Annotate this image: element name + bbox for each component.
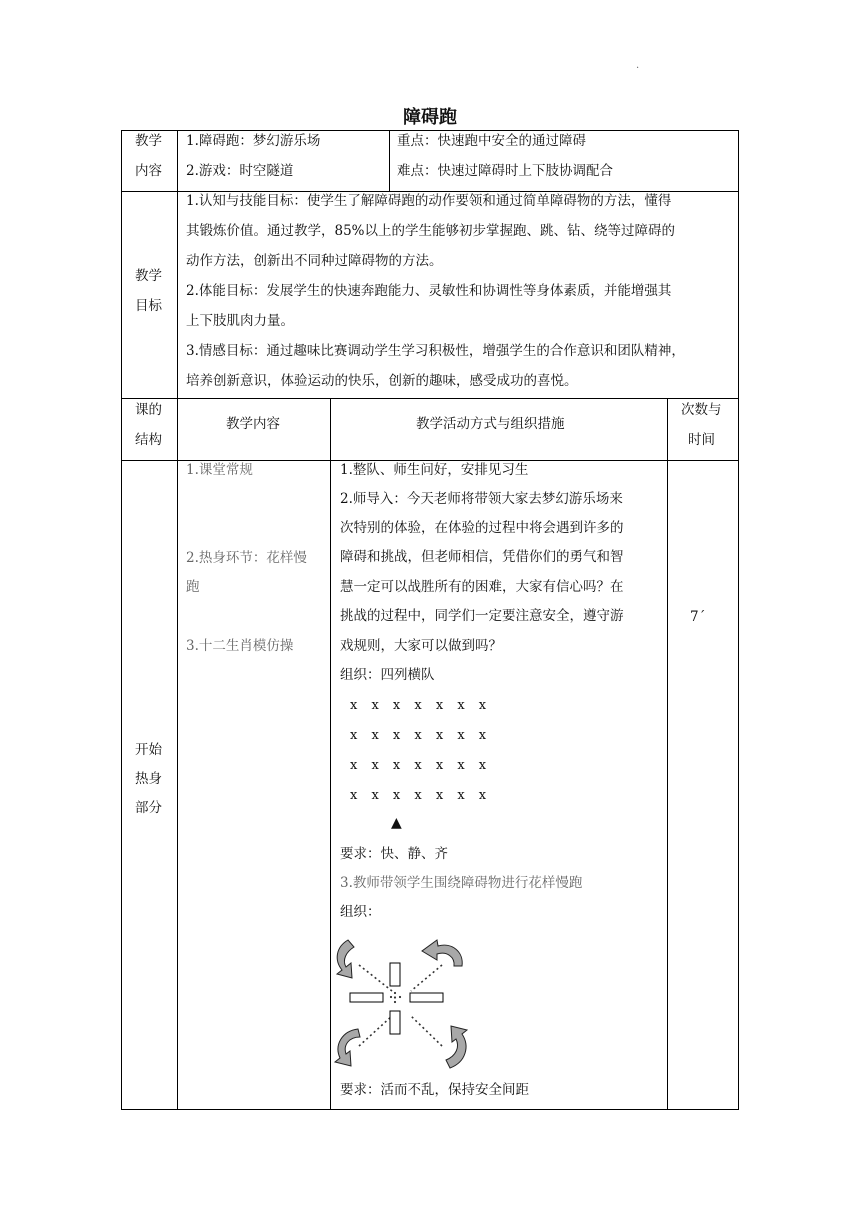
header-time-2: 时间 [688,432,715,448]
col-divider [389,130,390,191]
key-point: 重点：快速跑中安全的通过障碍 [397,133,586,149]
organization-2: 组织： [340,904,381,920]
obstacle-left-icon [350,993,383,1002]
section-label-2: 热身 [135,771,162,787]
activity-line-1: 1.整队、师生问好，安排见习生 [340,462,529,478]
obstacle-diagram [334,938,469,1076]
curved-arrow-bottom-left-icon [335,1029,360,1066]
section-label-3: 部分 [135,800,162,816]
content-label-1: 教学 [135,133,162,149]
requirement-2: 要求：活而不乱，保持安全间距 [340,1082,529,1098]
objective-line: 3.情感目标：通过趣味比赛调动学生学习积极性，增强学生的合作意识和团队精神， [186,343,685,359]
content-item-2: 2.游戏：时空隧道 [186,163,294,179]
activity-intro: 次特别的体验，在体验的过程中将会遇到许多的 [340,520,624,536]
objective-line: 动作方法，创新出不同种过障碍物的方法。 [186,253,443,269]
obstacle-right-icon [410,993,443,1002]
formation-row: x x x x x x x [350,698,492,713]
curved-arrow-bottom-right-icon [446,1026,467,1068]
section-item-1: 1.课堂常规 [186,462,253,478]
header-time-1: 次数与 [681,402,722,418]
section-label-1: 开始 [135,742,162,758]
obstacle-bottom-icon [390,1011,400,1034]
curved-arrow-top-left-icon [337,940,354,978]
header-content: 教学内容 [226,416,280,432]
section-item-2b: 跑 [186,579,200,595]
page-title: 障碍跑 [403,107,457,128]
obstacle-top-icon [390,963,400,986]
objective-line: 培养创新意识，体验运动的快乐，创新的趣味，感受成功的喜悦。 [186,373,578,389]
content-label-2: 内容 [135,163,162,179]
header-structure-1: 课的 [135,402,162,418]
objective-line: 上下肢肌肉力量。 [186,313,294,329]
formation-row: x x x x x x x [350,728,492,743]
difficulty: 难点：快速过障碍时上下肢协调配合 [397,163,613,179]
activity-intro: 戏规则，大家可以做到吗？ [340,638,502,654]
formation-row: x x x x x x x [350,788,492,803]
col-divider [330,398,331,1110]
objective-line: 其锻炼价值。通过教学，85%以上的学生能够初步掌握跑、跳、钻、绕等过障碍的 [186,223,676,239]
objectives-label-2: 目标 [135,298,162,314]
objective-line: 1.认知与技能目标：使学生了解障碍跑的动作要领和通过简单障碍物的方法，懂得 [186,193,672,209]
header-structure-2: 结构 [135,432,162,448]
section-item-2a: 2.热身环节：花样慢 [186,550,307,566]
section-item-3: 3.十二生肖模仿操 [186,638,294,654]
objective-line: 2.体能目标：发展学生的快速奔跑能力、灵敏性和协调性等身体素质，并能增强其 [186,283,672,299]
col-divider [667,398,668,1110]
objectives-label-1: 教学 [135,268,162,284]
activity-intro: 障碍和挑战，但老师相信，凭借你们的勇气和智 [340,549,624,565]
formation-row: x x x x x x x [350,758,492,773]
teacher-position-icon: ▲ [391,815,402,831]
activity-intro: 2.师导入：今天老师将带领大家去梦幻游乐场来 [340,491,623,507]
section-time: 7´ [690,609,706,625]
curved-arrow-top-right-icon [422,940,462,966]
activity-intro: 慧一定可以战胜所有的困难，大家有信心吗？在 [340,579,624,595]
content-item-1: 1.障碍跑：梦幻游乐场 [186,133,321,149]
organization-1: 组织：四列横队 [340,667,435,683]
activity-line-3: 3.教师带领学生围绕障碍物进行花样慢跑 [340,875,583,891]
activity-intro: 挑战的过程中，同学们一定要注意安全，遵守游 [340,608,624,624]
page-dot: . [636,60,640,71]
requirement-1: 要求：快、静、齐 [340,846,448,862]
col-divider [177,130,178,1110]
header-activity: 教学活动方式与组织措施 [416,416,565,432]
row-divider [121,398,739,399]
